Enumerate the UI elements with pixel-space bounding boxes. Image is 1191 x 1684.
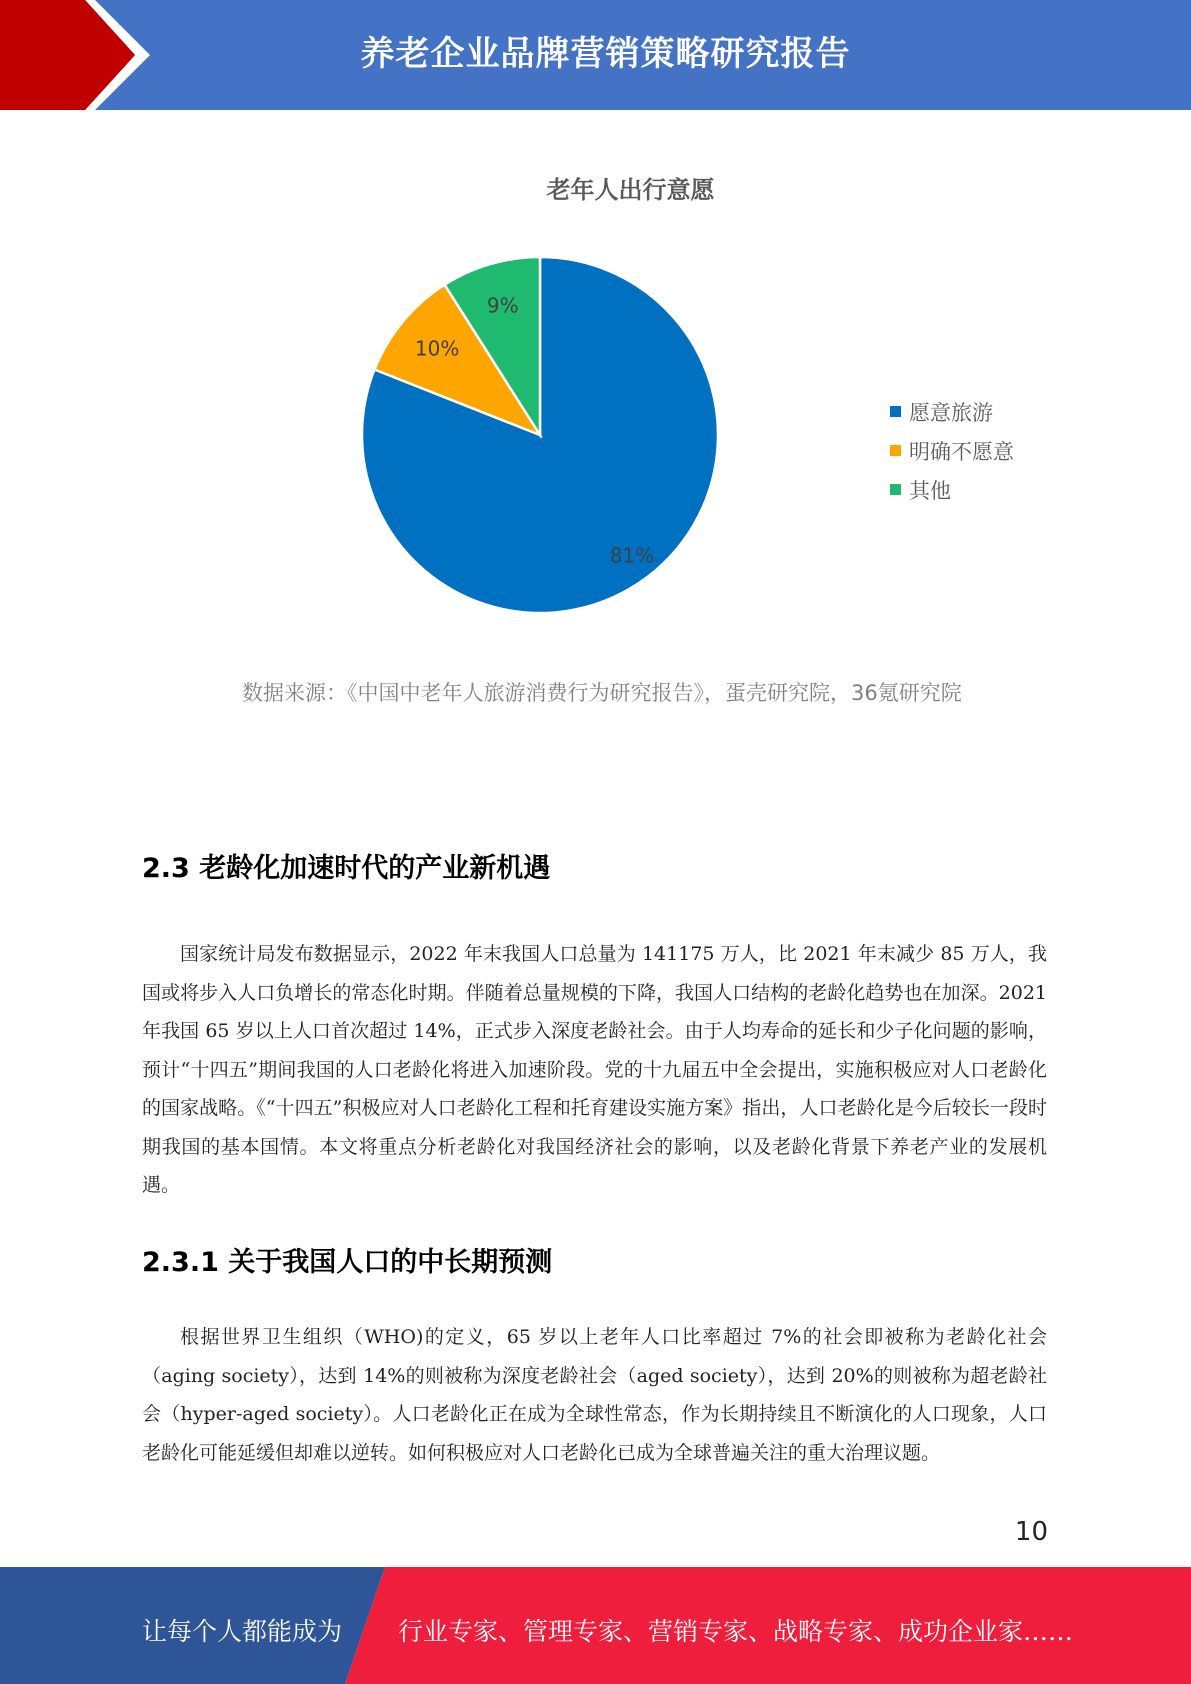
section-paragraph-2-3-1: 根据世界卫生组织（WHO)的定义，65 岁以上老年人口比率超过 7%的社会即被称为老龄化社会（aging society），达到 14%的则被称为深度老龄社会（aged society），达到 20%的则被称为超老龄社会（hyper-aged society）。人口老龄化正在成为全球性常态，作为长期持续且不断演化的人口现象，人口老龄化可能延缓但却难以逆转。如何积极应对人口老龄化已成为全球普遍关注的重大治理议题。 <box>142 1326 1047 1464</box>
page-number: 10 <box>1014 1517 1048 1547</box>
legend-swatch-icon <box>890 406 901 417</box>
legend-item-other <box>890 470 1014 509</box>
pie-data-label: 9% <box>486 293 519 318</box>
legend-item-willing <box>890 392 1014 431</box>
chart-source: 数据来源：《中国中老年人旅游消费行为研究报告》，蛋壳研究院，36氪研究院 <box>242 681 962 705</box>
legend-label: 愿意旅游 <box>909 400 993 425</box>
pie-chart <box>355 250 725 620</box>
page-header <box>0 0 1191 110</box>
legend-label: 其他 <box>909 478 951 503</box>
footer-slogan-left: 让每个人都能成为 <box>142 1617 343 1646</box>
legend-swatch-icon <box>890 445 901 456</box>
section-heading-2-3: 2.3 老龄化加速时代的产业新机遇 <box>142 853 551 884</box>
section-paragraph-2-3: 国家统计局发布数据显示，2022 年末我国人口总量为 141175 万人，比 2021 年末减少 85 万人，我国或将步入人口负增长的常态化时期。伴随着总量规模的下降，我国人口结构的老龄化趋势也在加深。2021 年我国 65 岁以上人口首次超过 14%，正式步入深度老龄社会。由于人均寿命的延长和少子化问题的影响，预计“十四五”期间我国的人口老龄化将进入加速阶段。党的十九届五中全会提出，实施积极应对人口老龄化的国家战略。《“十四五”积极应对人口老龄化工程和托育建设实施方案》指出，人口老龄化是今后较长一段时期我国的基本国情。本文将重点分析老龄化对我国经济社会的影响，以及老龄化背景下养老产业的发展机遇。 <box>142 943 1047 1196</box>
legend-label: 明确不愿意 <box>909 439 1014 464</box>
section-heading-2-3-1: 2.3.1 关于我国人口的中长期预测 <box>142 1247 553 1278</box>
pie-data-label: 10% <box>414 336 460 361</box>
footer-slogan-right: 行业专家、管理专家、营销专家、战略专家、成功企业家…… <box>398 1617 1074 1646</box>
legend-swatch-icon <box>890 484 901 495</box>
page-footer <box>0 1567 1191 1684</box>
chart-title: 老年人出行意愿 <box>546 176 715 204</box>
legend-item-unwilling <box>890 431 1014 470</box>
pie-data-label: 81% <box>609 543 655 568</box>
chart-legend <box>890 392 1014 509</box>
header-title: 养老企业品牌营销策略研究报告 <box>360 34 851 74</box>
